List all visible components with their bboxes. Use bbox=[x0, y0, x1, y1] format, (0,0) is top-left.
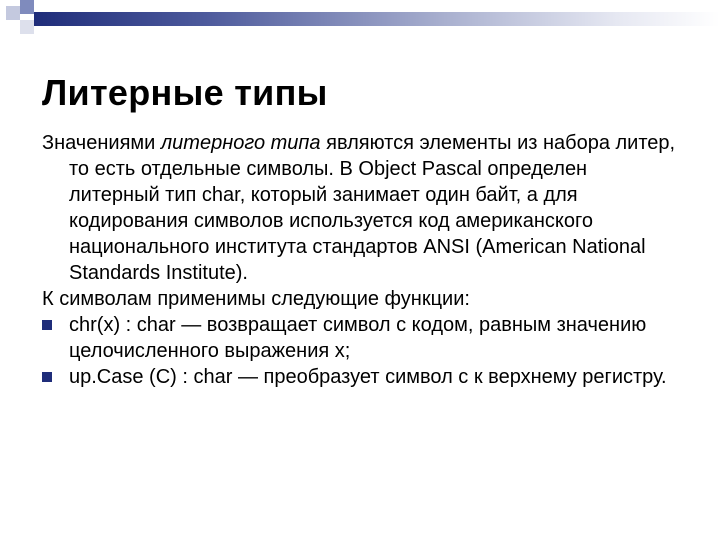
list-item bbox=[42, 364, 682, 390]
list-item bbox=[42, 312, 682, 364]
intro-text-end: являются элементы из набора литер, то есть отдельные символы. В Object Pascal определен литерный тип char, который занимает один байт, а для кодирования символов используется код американского национального института стандартов ANSI (American National Standards Institute). bbox=[69, 132, 676, 284]
bullet-text: up.Case (C) : char — преобразует символ с к верхнему регистру. bbox=[69, 366, 667, 388]
header-band bbox=[0, 0, 720, 40]
intro-text-start: Значениями bbox=[42, 132, 161, 154]
page-title: Литерные типы bbox=[42, 72, 328, 113]
functions-intro: К символам применимы следующие функции: bbox=[42, 288, 470, 310]
square-bullet-icon bbox=[42, 320, 52, 330]
intro-emphasis: литерного типа bbox=[160, 132, 321, 154]
bullet-text: chr(x) : char — возвращает символ с кодом, равным значению целочисленного выражения x; bbox=[69, 314, 647, 362]
slide-body bbox=[42, 130, 682, 390]
square-bullet-icon bbox=[42, 372, 52, 382]
deco-square bbox=[6, 6, 20, 20]
deco-square bbox=[20, 0, 34, 14]
deco-square bbox=[20, 20, 34, 34]
header-gradient-bar bbox=[34, 12, 720, 26]
intro-paragraph bbox=[42, 130, 682, 286]
